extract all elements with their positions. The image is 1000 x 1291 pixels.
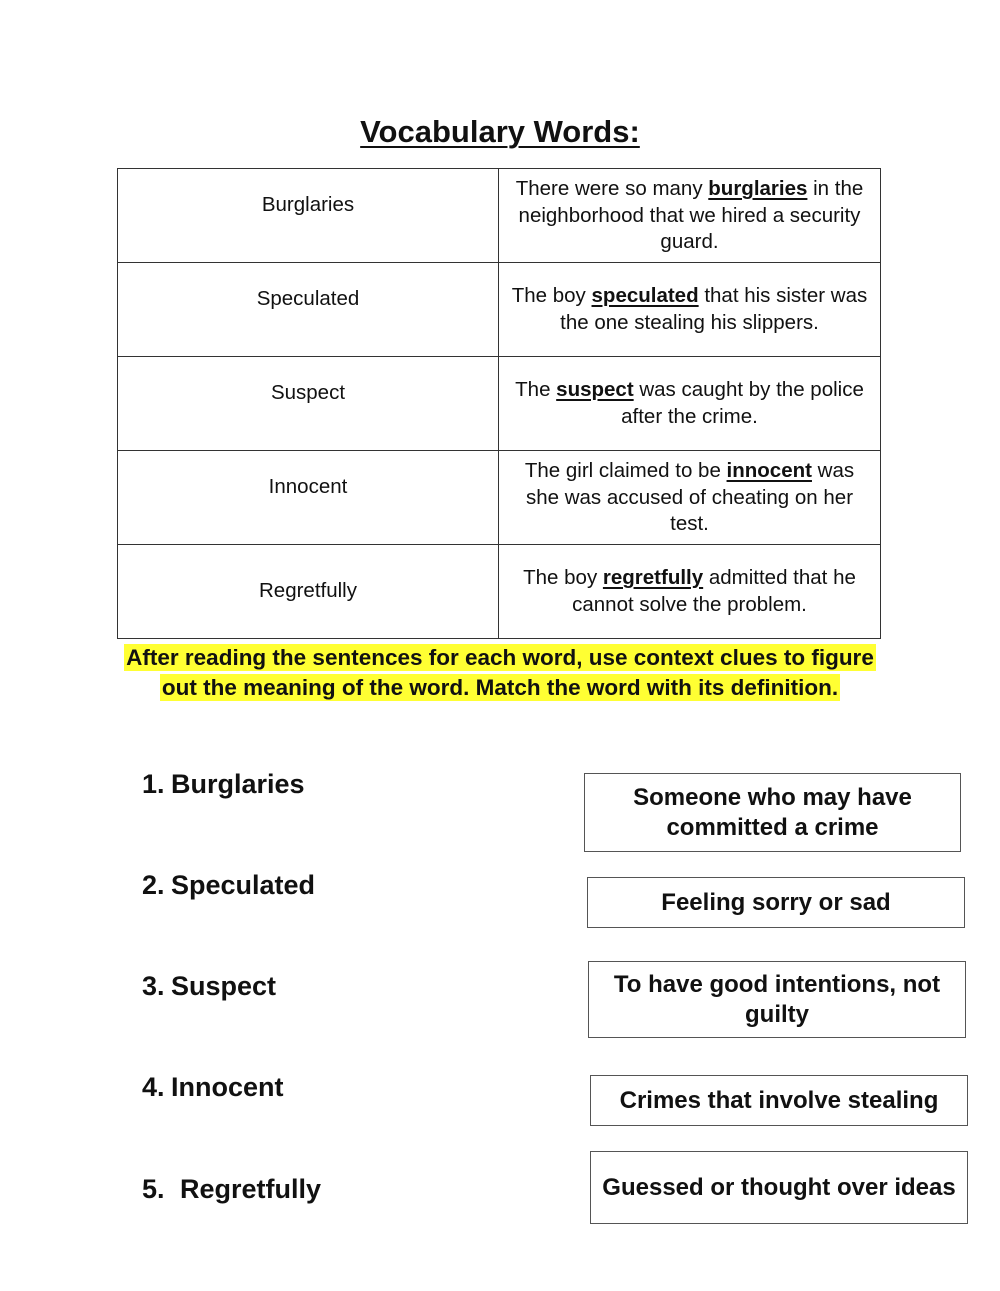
table-row — [118, 169, 881, 263]
vocab-word: Speculated — [118, 263, 499, 357]
definition-box-4[interactable]: Crimes that involve stealing — [590, 1075, 968, 1126]
vocab-highlight-word: speculated — [591, 284, 699, 307]
vocab-word: Burglaries — [118, 169, 499, 263]
table-row — [118, 451, 881, 545]
definition-box-3[interactable]: To have good intentions, not guilty — [588, 961, 966, 1038]
table-row — [118, 545, 881, 639]
table-row — [118, 263, 881, 357]
vocabulary-table — [117, 168, 881, 639]
match-word-3[interactable]: 3. Suspect — [142, 971, 277, 1001]
vocab-highlight-word: regretfully — [602, 566, 704, 589]
vocab-sentence: There were so many burglaries in the neighborhood that we hired a security guard. — [499, 169, 881, 263]
definition-box-1[interactable]: Someone who may have committed a crime — [584, 773, 961, 852]
definition-box-2[interactable]: Feeling sorry or sad — [587, 877, 965, 928]
page-title: Vocabulary Words: — [360, 114, 640, 149]
vocab-word: Regretfully — [118, 545, 499, 639]
match-word-1[interactable]: 1. Burglaries — [142, 769, 305, 799]
instructions-text: After reading the sentences for each word, use context clues to figure out the meaning of the word. Match the word with its definition. — [126, 645, 874, 700]
vocab-word: Innocent — [118, 451, 499, 545]
vocab-sentence: The suspect was caught by the police after the crime. — [499, 357, 881, 451]
match-word-5[interactable]: 5. Regretfully — [142, 1174, 322, 1204]
vocab-sentence: The boy speculated that his sister was the one stealing his slippers. — [499, 263, 881, 357]
vocab-sentence: The boy regretfully admitted that he cannot solve the problem. — [499, 545, 881, 639]
vocab-highlight-word: burglaries — [708, 177, 808, 200]
match-word-4[interactable]: 4. Innocent — [142, 1072, 284, 1102]
definition-box-5[interactable]: Guessed or thought over ideas — [590, 1151, 968, 1224]
match-word-2[interactable]: 2. Speculated — [142, 870, 316, 900]
vocab-word: Suspect — [118, 357, 499, 451]
instructions — [110, 643, 890, 703]
vocab-sentence: The girl claimed to be innocent was she was accused of cheating on her test. — [499, 451, 881, 545]
table-row — [118, 357, 881, 451]
vocab-highlight-word: suspect — [556, 378, 634, 401]
vocab-highlight-word: innocent — [726, 459, 812, 482]
